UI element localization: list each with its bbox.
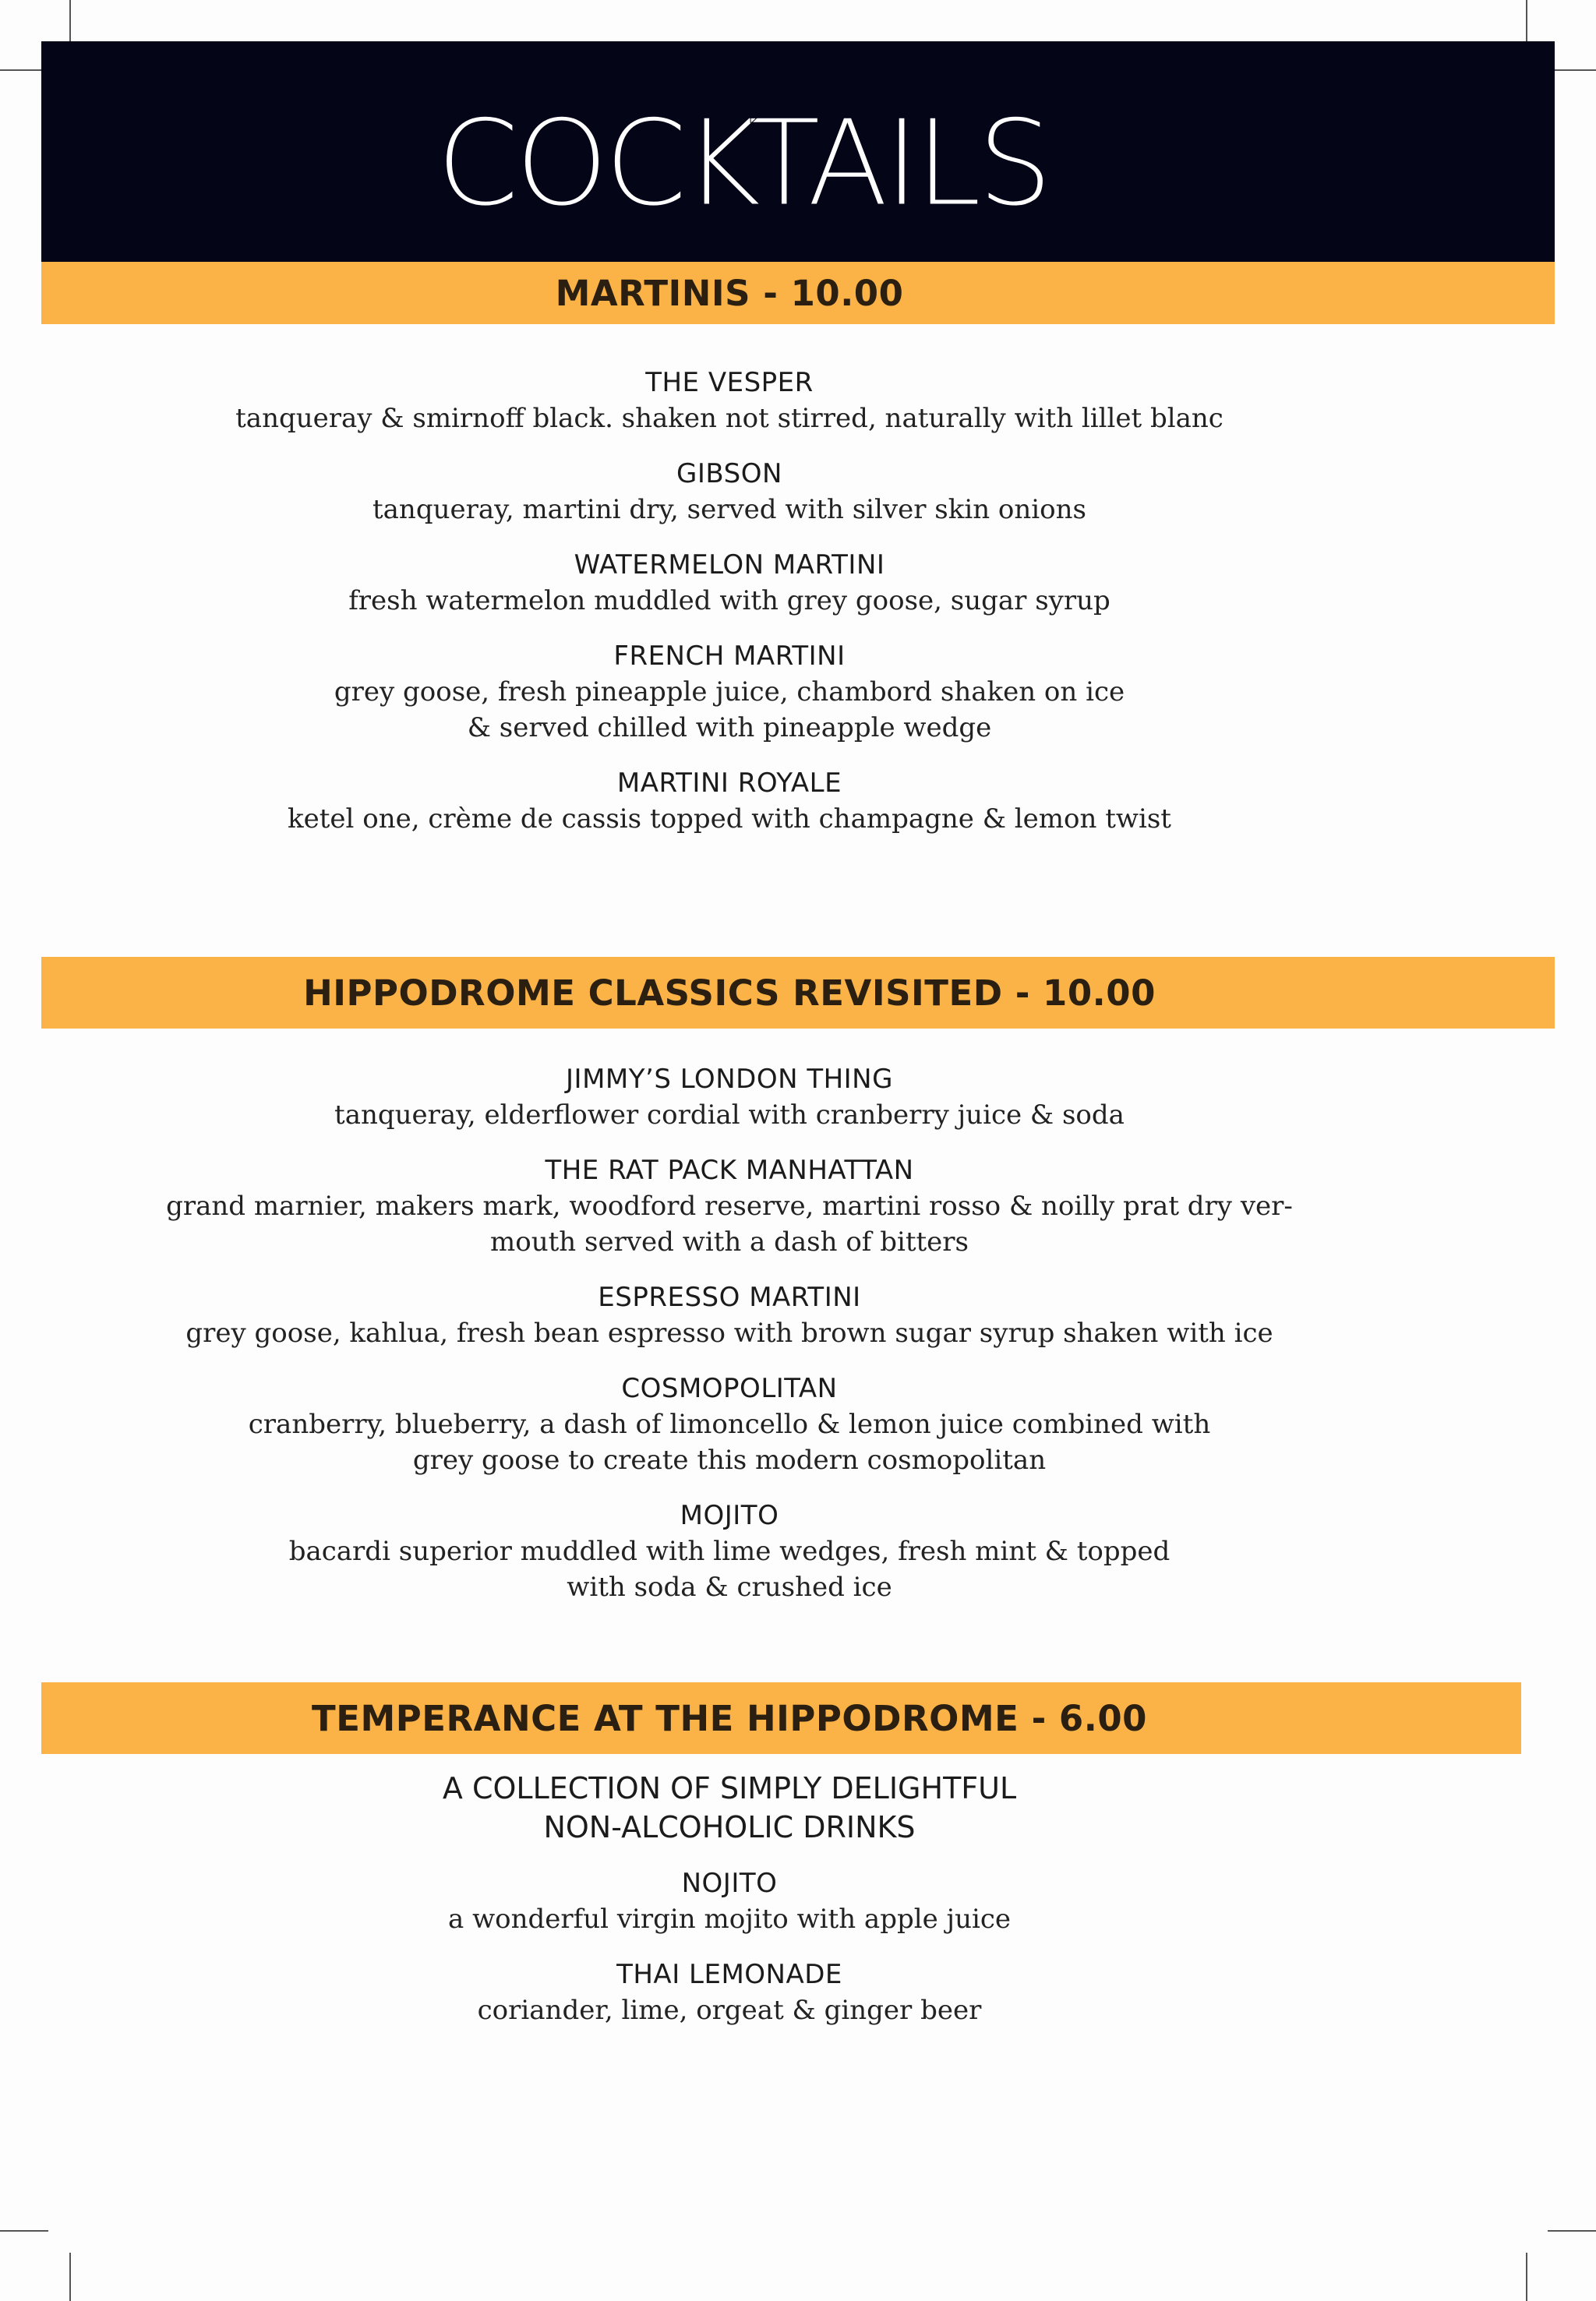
item-description: tanqueray, martini dry, served with silver skin onions xyxy=(373,494,1086,525)
section-heading: HIPPODROME CLASSICS REVISITED - 10.00 xyxy=(303,972,1156,1014)
item-name: FRENCH MARTINI xyxy=(613,641,846,672)
item-name: THE VESPER xyxy=(645,367,814,398)
crop-mark-bottom-left-horizontal xyxy=(0,2230,48,2232)
item-description: ketel one, crème de cassis topped with champagne & lemon twist xyxy=(288,803,1171,835)
item-description: grey goose, fresh pineapple juice, chambord shaken on ice xyxy=(334,676,1125,708)
item-name: GIBSON xyxy=(676,458,782,489)
section-martinis xyxy=(41,365,1418,856)
section-temperance xyxy=(41,1769,1418,2048)
item-description: cranberry, blueberry, a dash of limoncello & lemon juice combined with xyxy=(248,1409,1211,1440)
menu-item xyxy=(41,1371,1418,1478)
item-description: grey goose, kahlua, fresh bean espresso with brown sugar syrup shaken with ice xyxy=(185,1318,1273,1349)
item-description: tanqueray, elderflower cordial with cranberry juice & soda xyxy=(334,1099,1125,1131)
item-description: mouth served with a dash of bitters xyxy=(490,1226,969,1258)
item-description: with soda & crushed ice xyxy=(567,1572,892,1603)
menu-item xyxy=(41,456,1418,528)
item-name: ESPRESSO MARTINI xyxy=(598,1282,861,1313)
crop-mark-bottom-left-vertical xyxy=(69,2253,71,2301)
section-classics xyxy=(41,1061,1418,1625)
item-name: THE RAT PACK MANHATTAN xyxy=(545,1155,914,1186)
crop-mark-top-right-horizontal xyxy=(1548,69,1596,71)
menu-item xyxy=(41,1061,1418,1133)
item-description: a wonderful virgin mojito with apple juice xyxy=(447,1904,1012,1935)
menu-item xyxy=(41,638,1418,746)
menu-item xyxy=(41,1957,1418,2028)
menu-item xyxy=(41,765,1418,837)
item-description: bacardi superior muddled with lime wedges, fresh mint & topped xyxy=(288,1536,1171,1567)
crop-mark-bottom-right-vertical xyxy=(1526,2253,1527,2301)
section-band-classics xyxy=(41,957,1555,1029)
item-name: MOJITO xyxy=(680,1500,779,1531)
crop-mark-bottom-right-horizontal xyxy=(1548,2230,1596,2232)
item-name: NOJITO xyxy=(681,1868,778,1899)
section-band-martinis xyxy=(41,262,1555,324)
menu-item xyxy=(41,365,1418,436)
menu-item xyxy=(41,1152,1418,1260)
item-description: grey goose to create this modern cosmopolitan xyxy=(412,1445,1047,1476)
intro-line: A COLLECTION OF SIMPLY DELIGHTFUL xyxy=(442,1771,1017,1805)
item-name: WATERMELON MARTINI xyxy=(574,549,885,581)
item-description: tanqueray & smirnoff black. shaken not stirred, naturally with lillet blanc xyxy=(235,403,1223,434)
menu-item xyxy=(41,1865,1418,1937)
menu-item xyxy=(41,1498,1418,1605)
item-name: THAI LEMONADE xyxy=(616,1959,842,1990)
item-name: JIMMY’S LONDON THING xyxy=(566,1064,893,1095)
section-intro xyxy=(41,1769,1418,1847)
item-name: MARTINI ROYALE xyxy=(616,768,842,799)
menu-item xyxy=(41,1279,1418,1351)
item-name: COSMOPOLITAN xyxy=(621,1373,838,1404)
item-description: grand marnier, makers mark, woodford reserve, martini rosso & noilly prat dry ver- xyxy=(166,1191,1293,1222)
item-description: & served chilled with pineapple wedge xyxy=(467,712,992,743)
item-description: fresh watermelon muddled with grey goose, sugar syrup xyxy=(348,585,1110,616)
intro-line: NON-ALCOHOLIC DRINKS xyxy=(543,1810,916,1844)
menu-item xyxy=(41,547,1418,619)
section-heading: MARTINIS - 10.00 xyxy=(555,272,904,314)
section-heading: TEMPERANCE AT THE HIPPODROME - 6.00 xyxy=(312,1697,1147,1739)
page-title: COCKTAILS xyxy=(436,94,1049,232)
item-description: coriander, lime, orgeat & ginger beer xyxy=(477,1995,982,2026)
section-band-temperance xyxy=(41,1682,1521,1754)
